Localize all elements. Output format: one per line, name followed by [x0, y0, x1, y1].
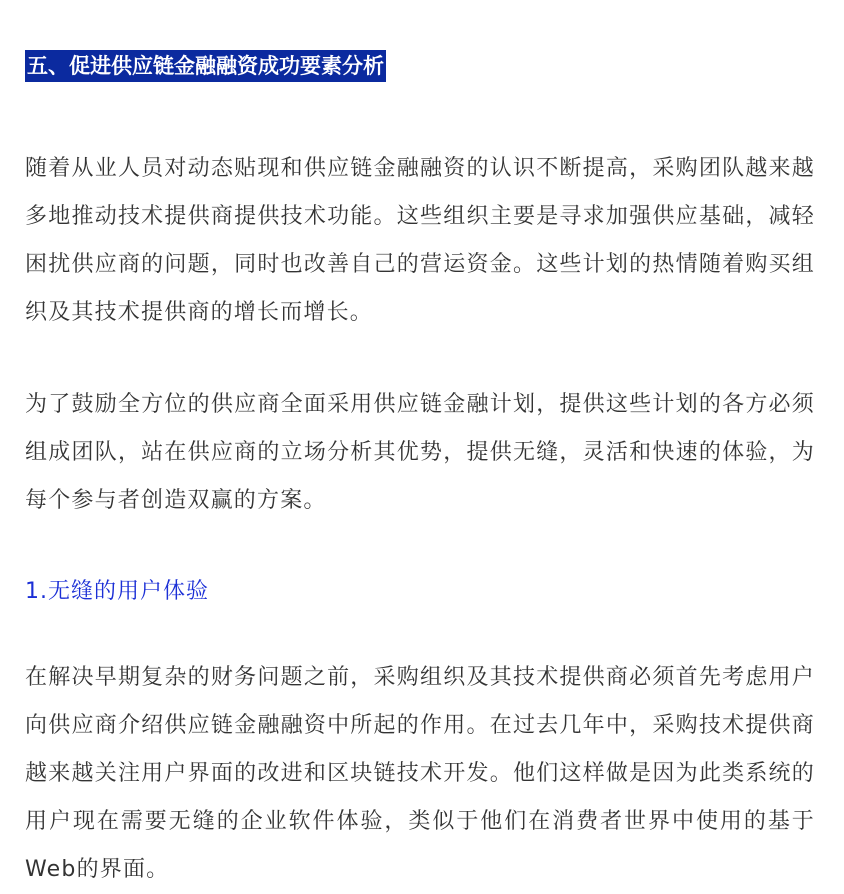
- paragraph-2: 为了鼓励全方位的供应商全面采用供应链金融计划，提供这些计划的各方必须组成团队，站在供应商的立场分析其优势，提供无缝，灵活和快速的体验，为每个参与者创造双赢的方案。: [25, 392, 815, 513]
- section-title: 五、促进供应链金融融资成功要素分析: [25, 50, 386, 82]
- paragraph-1: 随着从业人员对动态贴现和供应链金融融资的认识不断提高，采购团队越来越多地推动技术提供商提供技术功能。这些组织主要是寻求加强供应基础，减轻困扰供应商的问题，同时也改善自己的营运资金。这些计划的热情随着购买组织及其技术提供商的增长而增长。: [25, 156, 815, 325]
- subsection-title: 1.无缝的用户体验: [25, 579, 209, 604]
- paragraph-3: 在解决早期复杂的财务问题之前，采购组织及其技术提供商必须首先考虑用户向供应商介绍供应链金融融资中所起的作用。在过去几年中，采购技术提供商越来越关注用户界面的改进和区块链技术开发。他们这样做是因为此类系统的用户现在需要无缝的企业软件体验，类似于他们在消费者世界中使用的基于Web的界面。: [25, 665, 815, 882]
